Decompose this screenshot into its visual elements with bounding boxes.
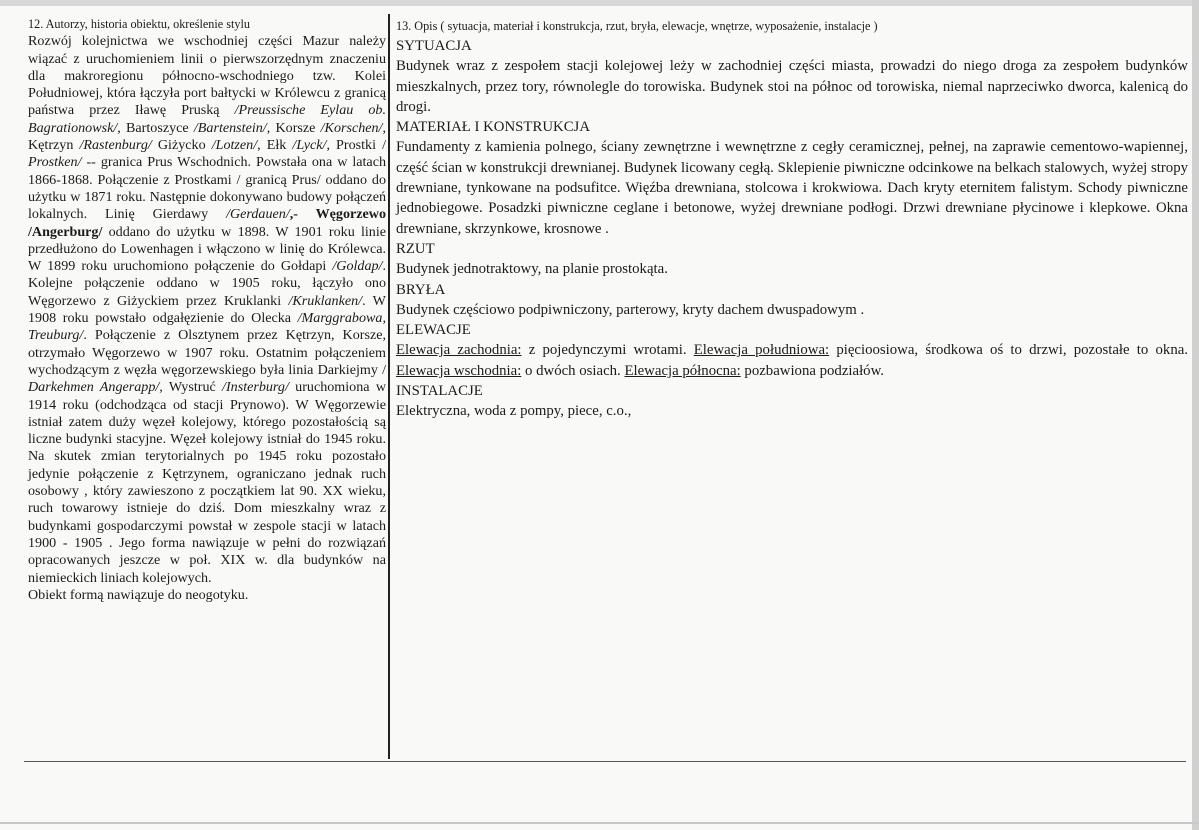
section-title-rzut: RZUT xyxy=(396,240,435,257)
section-title-sytuacja: SYTUACJA xyxy=(396,38,472,54)
bottom-rule xyxy=(24,761,1186,762)
section-title-elewacje: ELEWACJE xyxy=(396,322,471,339)
history-header: 12. Autorzy, historia obiektu, określenie stylu xyxy=(28,17,250,31)
section-title-bryla: BRYŁA xyxy=(396,281,446,298)
style-note: Obiekt formą nawiązuje do neogotyku. xyxy=(28,586,249,603)
description-column xyxy=(396,16,1188,422)
scan-edge-right xyxy=(1192,0,1199,830)
section-text-material: Fundamenty z kamienia polnego, ściany zewnętrzne i wewnętrzne z cegły ceramicznej, pełnej, na zaprawie cementowo-wapiennej, część ścian w konstrukcji drewnianej. Budynek licowany cegłą. Sklepienie piwniczne odcinkowe na belkach stalowych, wyżej stropy drewniane, tynkowane na podsufitce. Więźba drewniana, stolcowa i krokwiowa. Dach kryty eternitem falistym. Schody piwniczne jednobiegowe. Posadzki piwniczne ceglane i betonowe, wyżej drewniane podłogi. Drzwi drewniane płycinowe i klepkowe. Okna drewniane, skrzynkowe, krosnowe . xyxy=(396,139,1188,237)
description-header: 13. Opis ( sytuacja, materiał i konstrukcja, rzut, bryła, elewacje, wnętrze, wyposażenie, instalacje ) xyxy=(396,19,878,33)
section-text-elewacje: Elewacja zachodnia: z pojedynczymi wrotami. Elewacja południowa: pięcioosiowa, środkowa oś to drzwi, pozostałe to okna. Elewacja wschodnia: o dwóch osiach. Elewacja północna: pozbawiona podziałów. xyxy=(396,342,1188,379)
section-text-rzut: Budynek jednotraktowy, na planie prostokąta. xyxy=(396,261,668,278)
section-text-sytuacja: Budynek wraz z zespołem stacji kolejowej leży w zachodniej części miasta, prowadzi do niego droga za zespołem budynków mieszkalnych, przez tory, równolegle do torowiska. Budynek stoi na północ od torowiska, niemal naprzeciwko dworca, kalenicą do drogi. xyxy=(396,58,1188,115)
scan-edge-bottom xyxy=(0,822,1199,824)
history-text: Rozwój kolejnictwa we wschodniej części Mazur należy wiązać z uruchomieniem linii o pierwszorzędnym znaczeniu dla makroregionu północno-wschodniego tzw. Kolei Południowej, która łączyła port bałtycki w Królewcu z granicą państwa przez Iławę Pruską /Preussische Eylau ob. Bagrationowsk/, Bartoszyce /Bartenstein/, Korsze /Korschen/, Kętrzyn /Rastenburg/ Giżycko /Lotzen/, Ełk /Lyck/, Prostki / Prostken/ -- granica Prus Wschodnich. Powstała ona w latach 1866-1868. Połączenie z Prostkami / granicą Prus/ oddano do użytku w 1871 roku. Następnie dokonywano budowy połączeń lokalnych. Linię Gierdawy /Gerdauen/,- Węgorzewo /Angerburg/ oddano do użytku w 1898. W 1901 roku linie przedłużono do Lowenhagen i włączono w linię do Królewca. W 1899 roku uruchomiono połączenie do Gołdapi /Goldap/. Kolejne połączenie oddano w 1905 roku, łączyło ono Węgorzewo z Giżyckiem przez Kruklanki /Kruklanken/. W 1908 roku powstało odgałęzienie do Olecka /Marggrabowa, Treuburg/. Połączenie z Olsztynem przez Kętrzyn, Korsze, otrzymało Węgorzewo w 1907 roku. Ostatnim połączeniem wychodzącym z węzła węgorzewskiego była linia Darkiejmy / Darkehmen Angerapp/, Wystruć /Insterburg/ uruchomiona w 1914 roku (odchodząca od stacji Prynowo). W Węgorzewie istniał zatem duży węzeł kolejowy, którego pozostałością są liczne budynki stacyjne. Węzeł kolejowy istniał do 1945 roku. Na skutek zmian terytorialnych po 1945 roku pozostało jedynie połączenie z Kętrzynem, ograniczano jednak ruch osobowy , który zawieszono z początkiem lat 90. XX wieku, ruch towarowy istnieje do dziś. Dom mieszkalny wraz z budynkami gospodarczymi powstał w zespole stacji w latach 1900 - 1905 . Jego forma nawiązuje w pełni do rozwiązań opracowanych jeszcze w poł. XIX w. dla budynków na niemieckich liniach kolejowych. xyxy=(28,33,387,586)
section-text-bryla: Budynek częściowo podpiwniczony, parterowy, kryty dachem dwuspadowym . xyxy=(396,301,865,318)
section-title-material: MATERIAŁ I KONSTRUKCJA xyxy=(396,119,591,136)
section-text-instalacje: Elektryczna, woda z pompy, piece, c.o., xyxy=(396,403,632,420)
history-column xyxy=(28,16,386,604)
column-divider xyxy=(388,14,390,759)
section-title-instalacje: INSTALACJE xyxy=(396,383,483,400)
scan-edge-top xyxy=(0,0,1199,6)
